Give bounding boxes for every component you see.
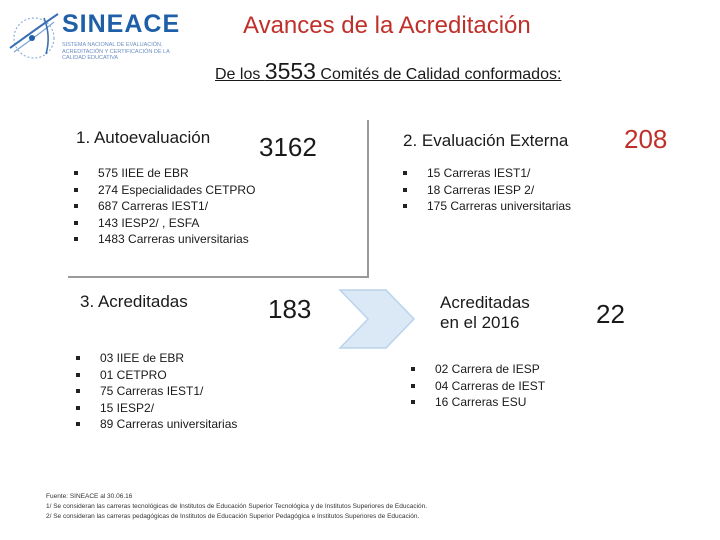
- logo-subtitle: SISTEMA NACIONAL DE EVALUACIÓN, ACREDITACIÓN Y CERTIFICACIÓN DE LA CALIDAD EDUCATIVA: [62, 42, 170, 61]
- acreditadas-title: 3. Acreditadas: [80, 292, 188, 311]
- list-item: 143 IESP2/ , ESFA: [74, 215, 255, 232]
- evaluacion-externa-total: 208: [624, 124, 668, 154]
- logo-name: SINEACE: [62, 10, 181, 38]
- subtitle-pre: De los: [215, 66, 265, 83]
- list-item: 274 Especialidades CETPRO: [74, 182, 255, 199]
- list-item: 03 IIEE de EBR: [76, 350, 237, 367]
- acreditadas-2016-title: [440, 293, 530, 333]
- horizontal-divider: [68, 276, 369, 278]
- list-item: 575 IIEE de EBR: [74, 165, 255, 182]
- acreditadas-2016-total: 22: [596, 299, 625, 329]
- acreditadas-2016-title-line2: en el 2016: [440, 313, 520, 332]
- list-item: 15 Carreras IEST1/: [403, 165, 571, 182]
- acreditadas-2016-list: [411, 361, 545, 411]
- list-item: 18 Carreras IESP 2/: [403, 182, 571, 199]
- autoevaluacion-title: 1. Autoevaluación: [76, 128, 211, 147]
- subtitle-post: Comités de Calidad conformados:: [315, 66, 562, 83]
- footnotes: [46, 492, 427, 522]
- list-item: 01 CETPRO: [76, 367, 237, 384]
- subtitle: [215, 58, 561, 85]
- subtitle-number: 3553: [264, 58, 316, 84]
- page-title: Avances de la Acreditación: [243, 12, 531, 39]
- autoevaluacion-total: 3162: [259, 132, 317, 162]
- acreditadas-total: 183: [268, 294, 312, 324]
- acreditadas-list: [76, 350, 237, 433]
- list-item: 175 Carreras universitarias: [403, 198, 571, 215]
- evaluacion-externa-list: [403, 165, 571, 215]
- list-item: 16 Carreras ESU: [411, 394, 545, 411]
- sineace-logo-mark: [4, 8, 62, 66]
- list-item: 89 Carreras universitarias: [76, 416, 237, 433]
- autoevaluacion-list: [74, 165, 255, 248]
- chevron-arrow-icon: [338, 288, 416, 350]
- list-item: 04 Carreras de IEST: [411, 378, 545, 395]
- list-item: 1483 Carreras universitarias: [74, 231, 255, 248]
- list-item: 02 Carrera de IESP: [411, 361, 545, 378]
- footnote-2: 2/ Se consideran las carreras pedagógicas de Institutos de Educación Superior Pedagógica e Institutos Superiores de Educación.: [46, 513, 420, 520]
- list-item: 687 Carreras IEST1/: [74, 198, 255, 215]
- footnote-1: 1/ Se consideran las carreras tecnológicas de Institutos de Educación Superior Tecnológica y de Institutos Superiores de Educación.: [46, 503, 428, 510]
- evaluacion-externa-title: 2. Evaluación Externa: [403, 131, 569, 150]
- acreditadas-2016-title-line1: Acreditadas: [440, 293, 530, 312]
- list-item: 15 IESP2/: [76, 400, 237, 417]
- vertical-divider: [367, 120, 369, 277]
- list-item: 75 Carreras IEST1/: [76, 383, 237, 400]
- footnote-source: Fuente: SINEACE al 30.06.16: [46, 493, 133, 500]
